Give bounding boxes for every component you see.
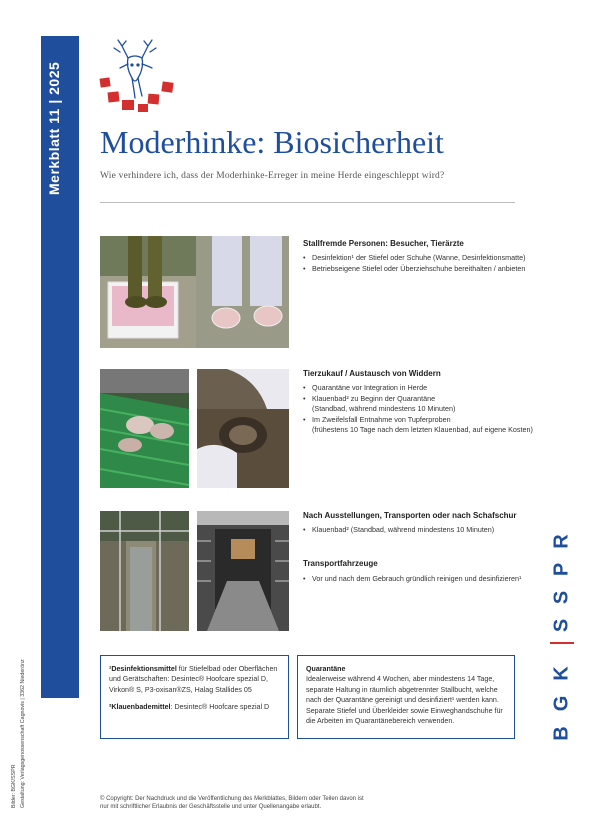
brand-letter: B [550, 726, 573, 741]
section-purchase-list [303, 383, 533, 436]
list-item [303, 394, 533, 415]
bullet-text: Quarantäne vor Integration in Herde [312, 383, 428, 392]
list-item [303, 415, 533, 436]
bullet-text: Im Zweifelsfall Entnahme von Tupferproben [312, 414, 451, 424]
brand-divider [550, 642, 574, 644]
sidebar-label: Merkblatt 11 | 2025 [46, 61, 62, 195]
footnote-label: ²Klauenbademittel [109, 703, 171, 712]
list-item [303, 383, 533, 394]
photo-trailer-interior [197, 511, 289, 631]
brand-letter: P [550, 562, 573, 577]
credits-images: Bilder: BGK/SSPR [11, 764, 17, 808]
brand-letter: G [550, 695, 573, 712]
section-heading-visitors: Stallfremde Personen: Besucher, Tierärzte [303, 239, 464, 248]
credits-design: Gestaltung: Verlagsgenossenschaft Cagnovis | 3362 Niederönz [20, 659, 26, 808]
list-item [303, 253, 525, 264]
photo-hoof-inspection [197, 369, 289, 488]
photo-sheep-transport [100, 369, 189, 488]
ibex-logo [98, 38, 180, 113]
footnote-text: : Desintec® Hoofcare spezial D [170, 703, 270, 712]
footnote-hoofbath [109, 702, 280, 712]
bullet-subtext: (frühestens 10 Tage nach dem letzten Klauenbad, auf eigene Kosten) [312, 425, 533, 435]
brand-letter: S [550, 618, 573, 633]
bullet-text: Betriebseigene Stiefel oder Überziehschuhe bereithalten / anbieten [312, 263, 526, 273]
page-subtitle: Wie verhindere ich, dass der Moderhinke-Erreger in meine Herde eingeschleppt wird? [100, 171, 445, 181]
bullet-text: Klauenbad² zu Beginn der Quarantäne [312, 393, 436, 403]
bullet-subtext: (Standbad, während mindestens 10 Minuten) [312, 404, 456, 414]
section-heading-purchase: Tierzukauf / Austausch von Widdern [303, 369, 441, 378]
brand-letter: R [550, 534, 573, 549]
section-heading-exhibitions: Nach Ausstellungen, Transporten oder nach Schafschur [303, 511, 517, 520]
section-visitors-list [303, 253, 525, 274]
footnote-label: ¹Desinfektionsmittel [109, 665, 177, 673]
quarantine-heading: Quarantäne [306, 665, 346, 673]
brand-letter: S [550, 590, 573, 605]
title-divider [100, 202, 515, 203]
bullet-text: Desinfektion¹ der Stiefel oder Schuhe (Wanne, Desinfektionsmatte) [312, 253, 526, 262]
quarantine-text: Idealerweise während 4 Wochen, aber mindestens 14 Tage, separate Haltung in räumlich abgetrennter Stallbucht, welche nach der Quarantäne gereinigt und desinfiziert¹ werden kann. Separate Stiefel und Überkleider sowie Einweghandschuhe für die Arbeiten im Quarantänebereich verwenden. [306, 675, 503, 726]
section-heading-vehicles: Transportfahrzeuge [303, 559, 378, 568]
photo-boots-disinfection [100, 236, 289, 348]
list-item [303, 525, 494, 536]
list-item [303, 574, 521, 585]
brand-letter: K [550, 666, 573, 681]
quarantine-box [297, 655, 515, 739]
footnote-disinfectant [109, 664, 280, 695]
page-title: Moderhinke: Biosicherheit [100, 124, 444, 160]
footnote-text: für Stiefelbad oder Oberflächen und Gerätschaften: Desintec® Hoofcare spezial D, Virkon® S, P3-oxisan®ZS, Halag Stallides 05 [109, 665, 278, 694]
list-item [303, 264, 525, 275]
photo-foot-bath [100, 511, 189, 631]
bullet-text: Klauenbad² (Standbad, während mindestens 10 Minuten) [312, 525, 495, 534]
footnote-box [100, 655, 289, 739]
bullet-text: Vor und nach dem Gebrauch gründlich reinigen und desinfizieren¹ [312, 574, 522, 583]
section-exhibitions-list [303, 525, 494, 536]
section-vehicles-list [303, 574, 521, 585]
copyright-note: © Copyright: Der Nachdruck und die Veröffentlichung des Merkblattes, Bildern oder Teilen davon ist nur mit schriftlicher Erlaubnis der Geschäftsstelle und unter Quellenangabe erlaubt. [100, 796, 364, 810]
